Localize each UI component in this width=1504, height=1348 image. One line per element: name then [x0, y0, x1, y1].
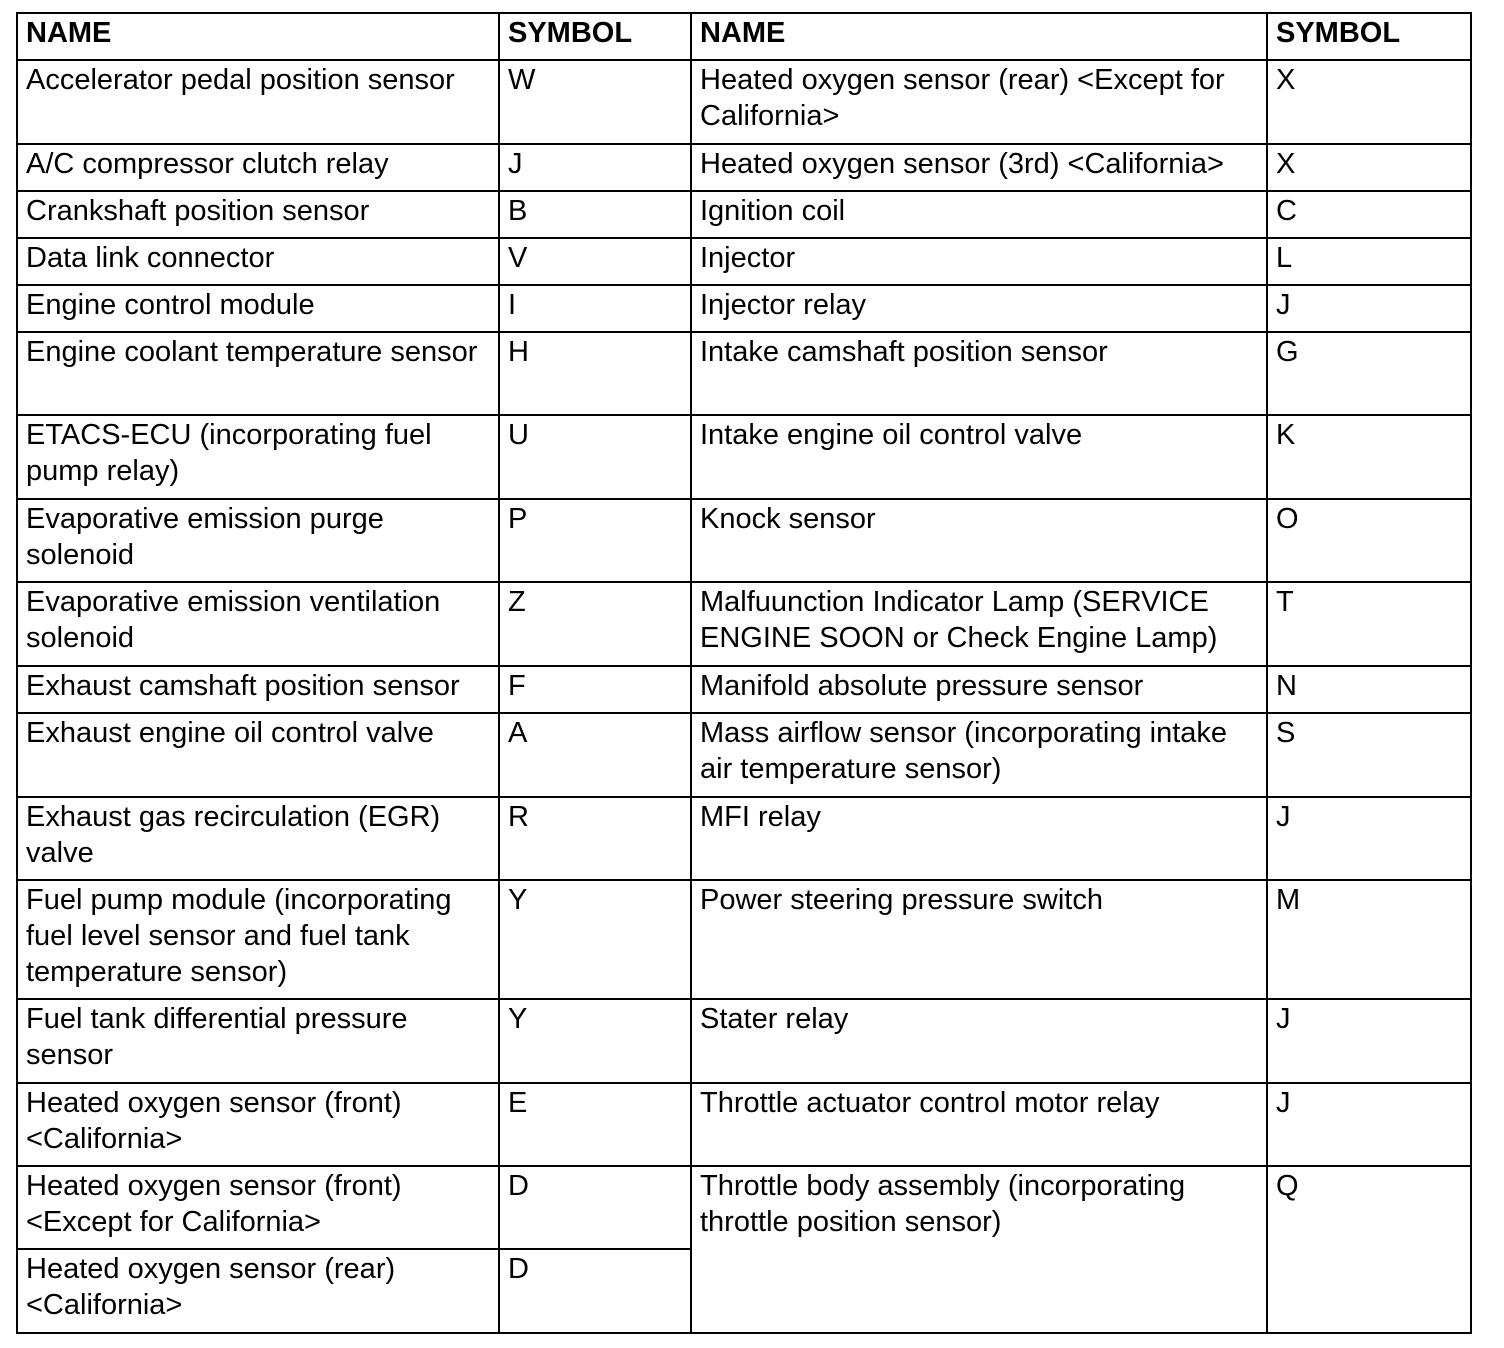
- right-name-cell: Throttle actuator control motor relay: [691, 1083, 1267, 1166]
- left-name-cell: Evaporative emission purge solenoid: [17, 499, 499, 582]
- left-name-cell: Engine coolant temperature sensor: [17, 332, 499, 415]
- right-symbol-cell: X: [1267, 144, 1471, 191]
- left-name-cell: Exhaust gas recirculation (EGR) valve: [17, 797, 499, 880]
- right-symbol-cell: N: [1267, 666, 1471, 713]
- table-row: [17, 60, 1471, 144]
- right-symbol-cell: J: [1267, 999, 1471, 1083]
- header-row: [17, 13, 1471, 60]
- left-symbol-cell: D: [499, 1249, 691, 1333]
- right-symbol-cell: J: [1267, 285, 1471, 332]
- left-symbol-cell: P: [499, 499, 691, 582]
- left-symbol-cell: H: [499, 332, 691, 415]
- right-name-cell: Manifold absolute pressure sensor: [691, 666, 1267, 713]
- right-symbol-cell: M: [1267, 880, 1471, 999]
- table-row: [17, 499, 1471, 582]
- right-name-cell: Throttle body assembly (incorporating throttle position sensor): [691, 1166, 1267, 1333]
- left-symbol-cell: Z: [499, 582, 691, 666]
- left-name-cell: Heated oxygen sensor (rear) <California>: [17, 1249, 499, 1333]
- right-name-cell: Injector relay: [691, 285, 1267, 332]
- table-row: [17, 666, 1471, 713]
- table-row: [17, 1083, 1471, 1166]
- left-symbol-cell: Y: [499, 880, 691, 999]
- right-symbol-cell: K: [1267, 415, 1471, 499]
- left-symbol-cell: A: [499, 713, 691, 797]
- left-symbol-cell: B: [499, 191, 691, 238]
- right-symbol-cell: Q: [1267, 1166, 1471, 1333]
- right-symbol-cell: G: [1267, 332, 1471, 415]
- table-row: [17, 238, 1471, 285]
- left-symbol-cell: U: [499, 415, 691, 499]
- right-name-cell: Intake camshaft position sensor: [691, 332, 1267, 415]
- table-row: [17, 797, 1471, 880]
- left-name-cell: Fuel tank differential pressure sensor: [17, 999, 499, 1083]
- right-name-cell: Stater relay: [691, 999, 1267, 1083]
- left-symbol-cell: Y: [499, 999, 691, 1083]
- left-name-cell: Accelerator pedal position sensor: [17, 60, 499, 144]
- right-symbol-cell: L: [1267, 238, 1471, 285]
- table-row: [17, 582, 1471, 666]
- right-name-cell: Power steering pressure switch: [691, 880, 1267, 999]
- table-row: [17, 285, 1471, 332]
- left-symbol-cell: J: [499, 144, 691, 191]
- left-symbol-cell: D: [499, 1166, 691, 1249]
- right-name-cell: Mass airflow sensor (incorporating intake air temperature sensor): [691, 713, 1267, 797]
- left-name-cell: Engine control module: [17, 285, 499, 332]
- left-name-cell: Heated oxygen sensor (front) <California>: [17, 1083, 499, 1166]
- right-name-cell: Knock sensor: [691, 499, 1267, 582]
- left-name-cell: Data link connector: [17, 238, 499, 285]
- table-row: [17, 332, 1471, 415]
- table-row: [17, 713, 1471, 797]
- left-name-cell: Exhaust engine oil control valve: [17, 713, 499, 797]
- right-name-cell: Heated oxygen sensor (rear) <Except for California>: [691, 60, 1267, 144]
- table-row: [17, 880, 1471, 999]
- component-symbol-table: [16, 12, 1472, 1334]
- left-symbol-cell: I: [499, 285, 691, 332]
- table-row: [17, 415, 1471, 499]
- right-name-cell: Injector: [691, 238, 1267, 285]
- left-symbol-cell: V: [499, 238, 691, 285]
- right-symbol-cell: J: [1267, 1083, 1471, 1166]
- left-name-cell: Heated oxygen sensor (front) <Except for California>: [17, 1166, 499, 1249]
- left-name-cell: A/C compressor clutch relay: [17, 144, 499, 191]
- left-name-cell: Exhaust camshaft position sensor: [17, 666, 499, 713]
- right-name-cell: MFI relay: [691, 797, 1267, 880]
- right-name-cell: Malfuunction Indicator Lamp (SERVICE ENGINE SOON or Check Engine Lamp): [691, 582, 1267, 666]
- left-name-cell: Fuel pump module (incorporating fuel level sensor and fuel tank temperature sensor): [17, 880, 499, 999]
- left-symbol-cell: R: [499, 797, 691, 880]
- left-symbol-cell: W: [499, 60, 691, 144]
- right-name-cell: Intake engine oil control valve: [691, 415, 1267, 499]
- right-symbol-cell: O: [1267, 499, 1471, 582]
- left-symbol-cell: F: [499, 666, 691, 713]
- right-symbol-cell: C: [1267, 191, 1471, 238]
- right-name-cell: Heated oxygen sensor (3rd) <California>: [691, 144, 1267, 191]
- right-name-cell: Ignition coil: [691, 191, 1267, 238]
- right-symbol-cell: T: [1267, 582, 1471, 666]
- table-row: [17, 144, 1471, 191]
- left-name-cell: Crankshaft position sensor: [17, 191, 499, 238]
- table-row: [17, 1166, 1471, 1249]
- right-symbol-cell: S: [1267, 713, 1471, 797]
- left-name-cell: Evaporative emission ventilation solenoid: [17, 582, 499, 666]
- left-name-cell: ETACS-ECU (incorporating fuel pump relay): [17, 415, 499, 499]
- header-name-right: NAME: [691, 13, 1267, 60]
- table-row: [17, 999, 1471, 1083]
- header-symbol-right: SYMBOL: [1267, 13, 1471, 60]
- left-symbol-cell: E: [499, 1083, 691, 1166]
- right-symbol-cell: J: [1267, 797, 1471, 880]
- header-symbol-left: SYMBOL: [499, 13, 691, 60]
- right-symbol-cell: X: [1267, 60, 1471, 144]
- table-row: [17, 191, 1471, 238]
- header-name-left: NAME: [17, 13, 499, 60]
